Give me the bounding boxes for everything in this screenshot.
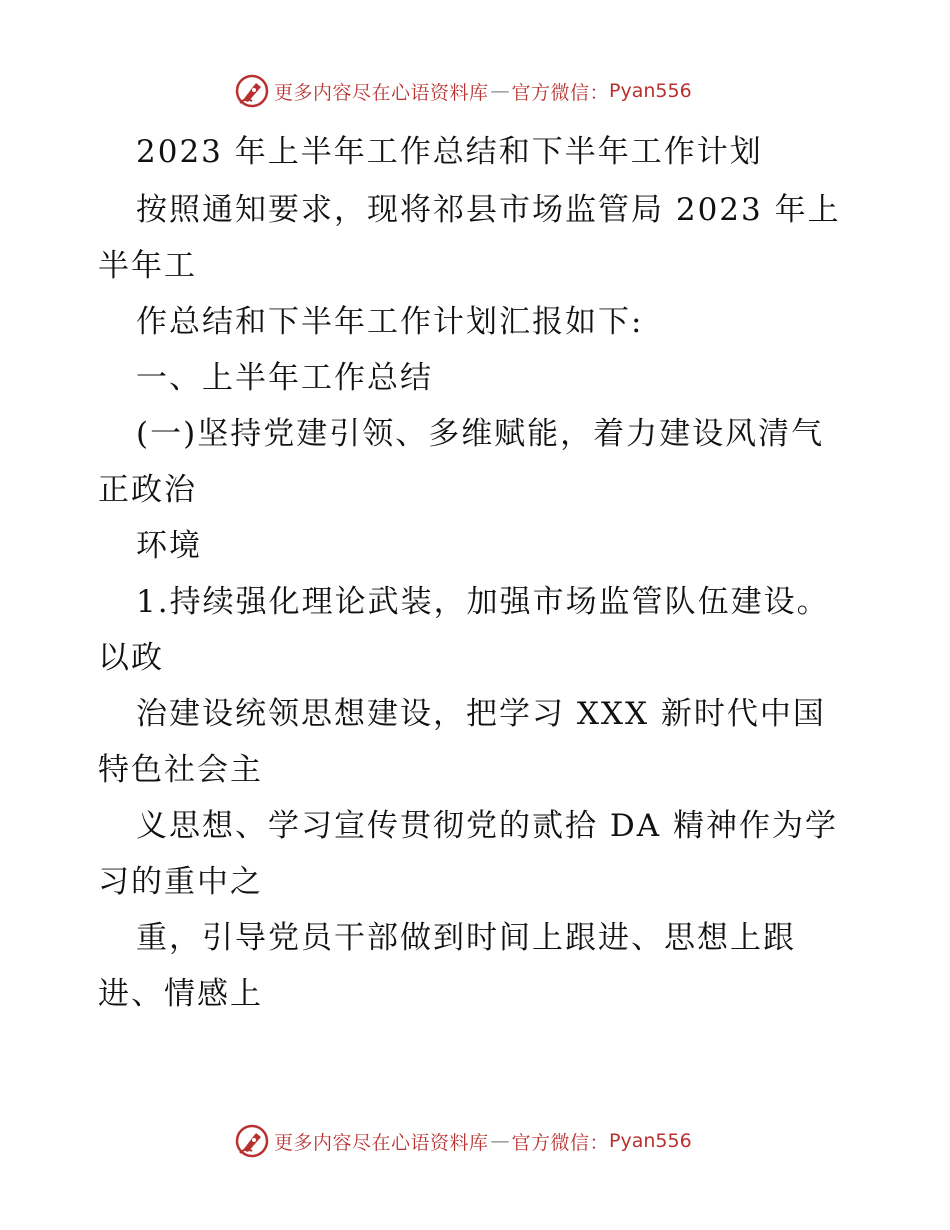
watermark-separator: — <box>490 1130 510 1152</box>
paragraph-line: 义思想、学习宣传贯彻党的贰拾 DA 精神作为学 <box>136 808 838 844</box>
paragraph-line: 治建设统领思想建设，把学习 XXX 新时代中国 <box>136 696 826 732</box>
paragraph-line: 1.持续强化理论武装，加强市场监管队伍建设。 <box>136 584 830 620</box>
pen-nib-logo-icon <box>234 1123 270 1159</box>
paragraph-line: 按照通知要求，现将祁县市场监管局 2023 年上 <box>136 192 841 228</box>
paragraph-line: 重，引导党员干部做到时间上跟进、思想上跟 <box>136 920 796 956</box>
watermark-site-text: 更多内容尽在心语资料库 <box>274 81 489 104</box>
paragraph-line: 环境 <box>136 528 202 564</box>
watermark-label: 官方微信： <box>511 1131 610 1154</box>
watermark-label: 官方微信： <box>511 81 610 104</box>
paragraph-line: 进、情感上 <box>98 976 263 1012</box>
paragraph-line: 以政 <box>98 640 164 676</box>
document-body <box>98 124 858 1022</box>
footer-watermark <box>234 1121 692 1161</box>
paragraph-line: 正政治 <box>98 472 197 508</box>
header-watermark <box>234 71 692 111</box>
subsection-heading: (一)坚持党建引领、多维赋能，着力建设风清气 <box>136 416 825 452</box>
document-title: 2023 年上半年工作总结和下半年工作计划 <box>136 134 763 170</box>
paragraph-line: 半年工 <box>98 248 197 284</box>
section-heading: 一、上半年工作总结 <box>136 360 433 396</box>
watermark-site-text: 更多内容尽在心语资料库 <box>274 1131 489 1154</box>
watermark-account: Pyan556 <box>609 1130 692 1152</box>
paragraph-line: 特色社会主 <box>98 752 263 788</box>
paragraph-line: 作总结和下半年工作计划汇报如下: <box>136 304 644 340</box>
pen-nib-logo-icon <box>234 73 270 109</box>
watermark-account: Pyan556 <box>609 80 692 102</box>
watermark-separator: — <box>490 80 510 102</box>
paragraph-line: 习的重中之 <box>98 864 263 900</box>
